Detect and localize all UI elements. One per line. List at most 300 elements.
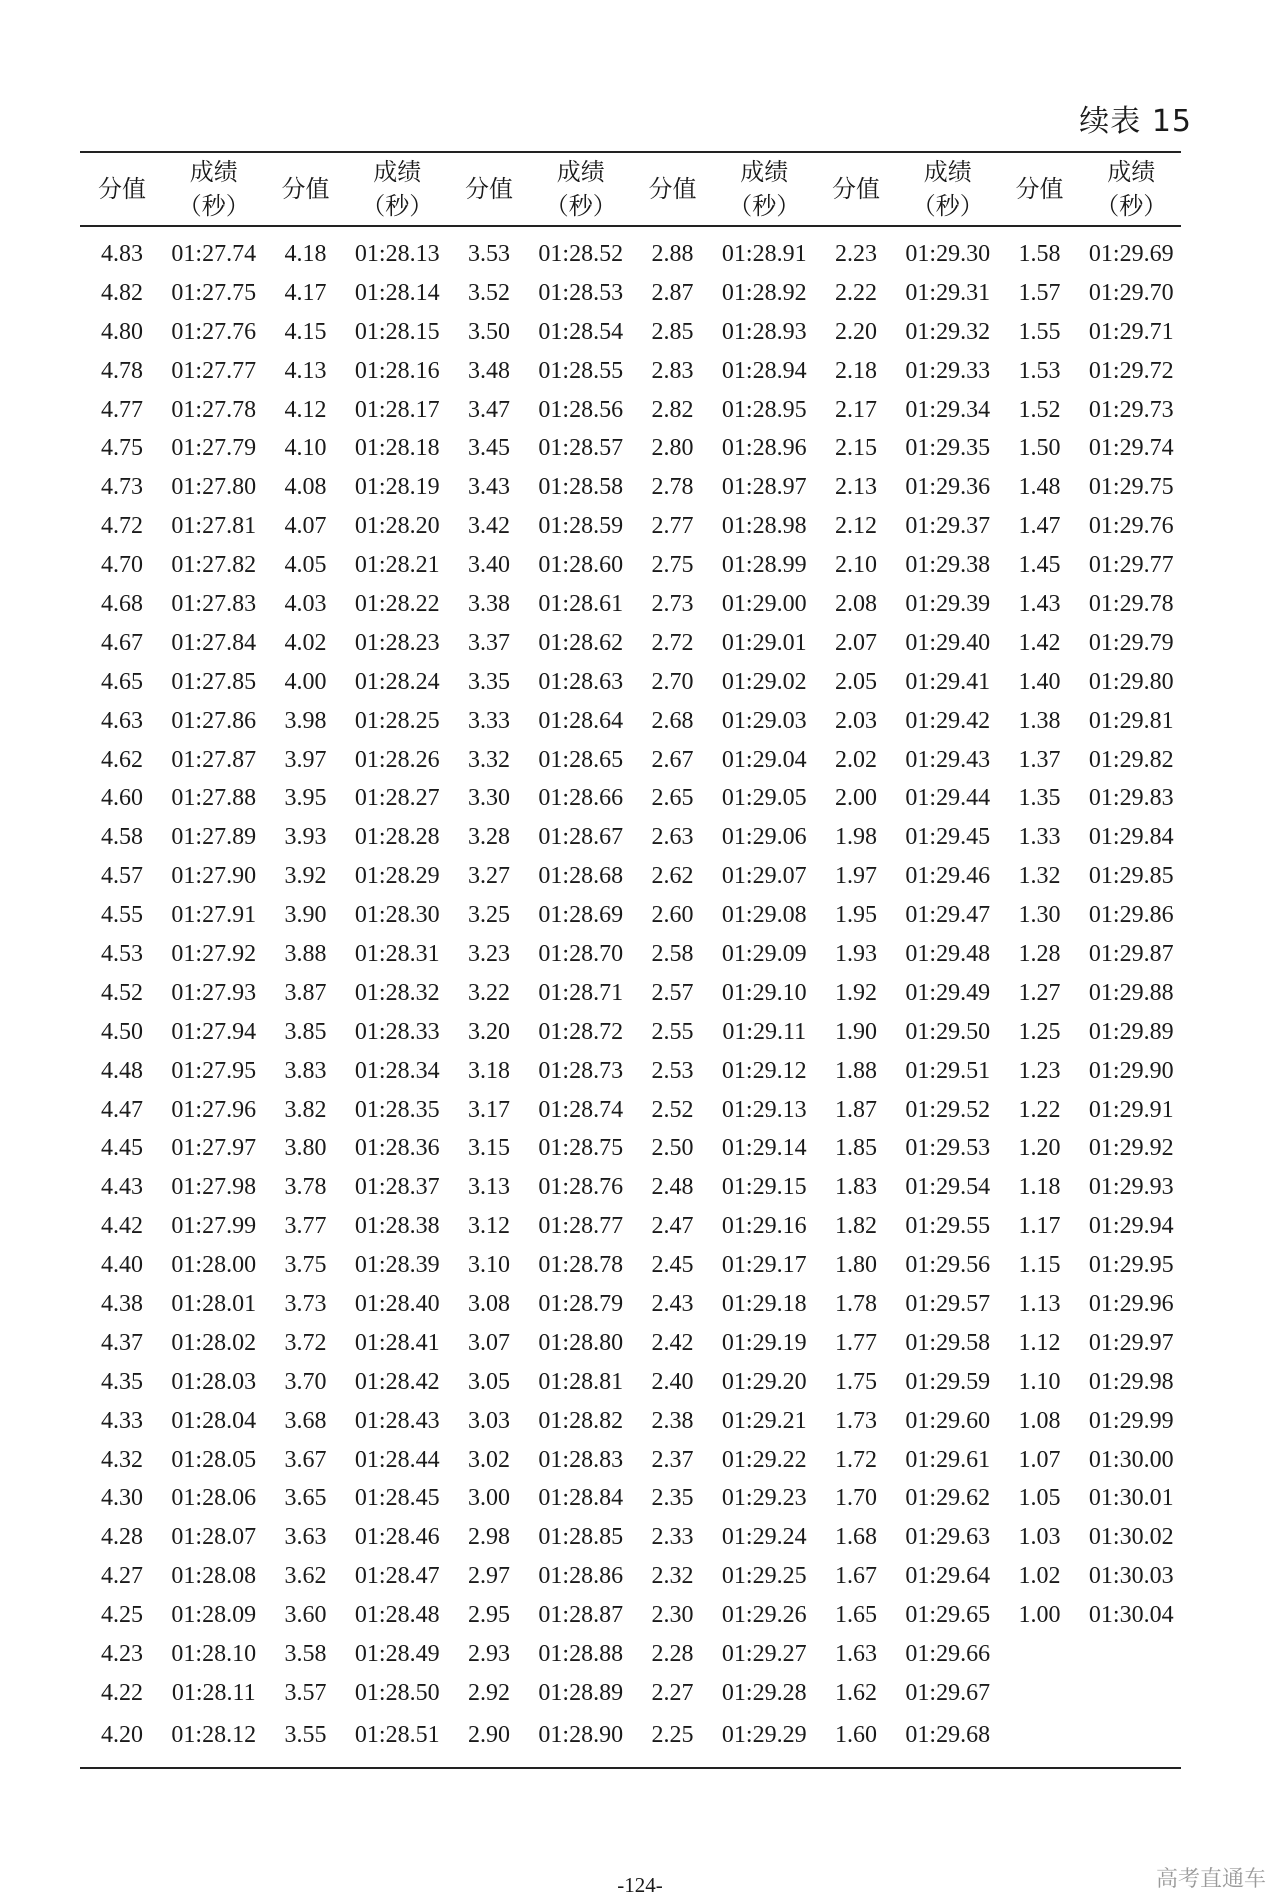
table-row: [80, 1518, 1181, 1557]
result-cell: 01:28.68: [538, 863, 624, 890]
result-cell: 01:29.55: [905, 1213, 991, 1240]
score-cell: 4.60: [101, 785, 143, 812]
score-cell: 1.97: [835, 863, 877, 890]
score-cell: 3.25: [468, 902, 510, 929]
result-cell: 01:29.59: [905, 1368, 991, 1395]
score-cell: 4.37: [101, 1329, 143, 1356]
result-cell: 01:28.04: [171, 1407, 257, 1434]
table-row: [80, 896, 1181, 935]
result-cell: 01:29.70: [1088, 279, 1174, 306]
result-cell: 01:28.11: [171, 1679, 256, 1706]
result-cell: 01:29.00: [721, 590, 807, 617]
result-cell: 01:28.66: [538, 785, 624, 812]
result-cell: 01:29.13: [721, 1096, 807, 1123]
result-cell: 01:29.62: [905, 1485, 991, 1512]
score-cell: 2.60: [651, 902, 694, 929]
table-row: [80, 391, 1181, 430]
table-row: [80, 624, 1181, 663]
result-cell: 01:28.54: [538, 318, 624, 345]
score-cell: 1.78: [835, 1290, 877, 1317]
header-result-line2: （秒）: [177, 192, 250, 220]
score-cell: 4.20: [101, 1722, 143, 1749]
score-cell: 4.05: [284, 552, 327, 579]
result-cell: 01:29.99: [1088, 1407, 1174, 1434]
score-cell: 1.80: [835, 1252, 877, 1279]
table-row: [80, 935, 1181, 974]
result-cell: 01:29.65: [905, 1602, 991, 1629]
result-cell: 01:28.43: [354, 1407, 440, 1434]
header-result: [348, 152, 448, 226]
result-cell: 01:28.79: [538, 1290, 624, 1317]
score-cell: 1.98: [835, 824, 877, 851]
score-cell: 4.32: [101, 1446, 143, 1473]
score-cell: 1.07: [1018, 1446, 1061, 1473]
score-cell: 4.52: [101, 979, 143, 1006]
result-cell: 01:29.46: [905, 863, 991, 890]
result-cell: 01:27.84: [171, 629, 257, 656]
result-cell: 01:28.28: [354, 824, 440, 851]
result-cell: 01:28.15: [354, 318, 440, 345]
header-score: 分值: [465, 175, 513, 203]
result-cell: 01:28.96: [721, 435, 807, 462]
score-cell: 3.97: [284, 746, 327, 773]
score-cell: 4.67: [101, 629, 143, 656]
score-cell: 1.68: [835, 1524, 877, 1551]
result-cell: 01:28.47: [354, 1563, 440, 1590]
result-cell: 01:28.29: [354, 863, 440, 890]
result-cell: 01:29.02: [721, 668, 807, 695]
score-cell: 3.60: [284, 1602, 327, 1629]
result-cell: 01:29.73: [1088, 396, 1174, 423]
score-cell: 2.33: [651, 1524, 694, 1551]
score-cell: 3.47: [468, 396, 510, 423]
table-row: [80, 1557, 1181, 1596]
result-cell: 01:28.86: [538, 1563, 624, 1590]
header-result-line2: （秒）: [1095, 192, 1168, 220]
score-cell: 2.40: [651, 1368, 694, 1395]
result-cell: 01:29.47: [905, 902, 991, 929]
result-cell: 01:28.73: [538, 1057, 624, 1084]
score-cell: 2.18: [835, 357, 877, 384]
score-cell: 3.90: [284, 902, 327, 929]
result-cell: 01:29.08: [721, 902, 807, 929]
score-cell: [998, 1713, 1082, 1768]
score-cell: 3.85: [284, 1018, 327, 1045]
score-cell: 4.17: [284, 279, 327, 306]
result-cell: 01:27.81: [171, 513, 257, 540]
result-cell: 01:29.49: [905, 979, 991, 1006]
result-cell: 01:29.72: [1088, 357, 1174, 384]
score-cell: 4.12: [284, 396, 327, 423]
header-score: 分值: [648, 175, 697, 203]
header-score: 分值: [281, 175, 330, 203]
result-cell: 01:28.50: [354, 1679, 440, 1706]
result-cell: 01:30.04: [1088, 1602, 1174, 1629]
score-cell: 3.72: [284, 1329, 327, 1356]
result-cell: 01:28.65: [538, 746, 624, 773]
score-cell: 1.15: [1018, 1252, 1061, 1279]
result-cell: 01:29.71: [1088, 318, 1174, 345]
result-cell: 01:28.26: [354, 746, 440, 773]
result-cell: 01:29.85: [1088, 863, 1174, 890]
score-cell: 2.37: [651, 1446, 694, 1473]
table-row: [80, 663, 1181, 702]
score-cell: 2.15: [835, 435, 877, 462]
score-cell: 1.32: [1018, 863, 1061, 890]
score-cell: 3.23: [468, 940, 510, 967]
result-cell: 01:29.12: [721, 1057, 807, 1084]
score-cell: 2.72: [651, 629, 694, 656]
result-cell: 01:28.22: [354, 590, 440, 617]
score-cell: 4.83: [101, 240, 143, 267]
result-cell: 01:28.75: [538, 1135, 624, 1162]
score-cell: 2.68: [651, 707, 694, 734]
result-cell: 01:28.00: [171, 1252, 257, 1279]
score-cell: 3.83: [284, 1057, 327, 1084]
score-cell: 3.53: [468, 240, 510, 267]
result-cell: 01:29.31: [905, 279, 991, 306]
result-cell: 01:28.05: [171, 1446, 257, 1473]
score-cell: 3.88: [284, 940, 327, 967]
table-row: [80, 1168, 1181, 1207]
score-cell: 4.10: [284, 435, 327, 462]
result-cell: 01:29.77: [1088, 552, 1174, 579]
result-cell: 01:29.44: [905, 785, 991, 812]
score-cell: 3.52: [468, 279, 510, 306]
score-cell: 3.37: [468, 629, 510, 656]
result-cell: 01:30.00: [1088, 1446, 1174, 1473]
result-cell: 01:29.88: [1088, 979, 1174, 1006]
result-cell: 01:28.40: [354, 1290, 440, 1317]
result-cell: 01:28.87: [538, 1602, 624, 1629]
score-cell: 3.12: [468, 1213, 510, 1240]
result-cell: 01:29.66: [905, 1641, 991, 1667]
result-cell: 01:29.27: [721, 1641, 807, 1667]
score-cell: 2.93: [468, 1641, 510, 1667]
result-cell: 01:29.91: [1088, 1096, 1174, 1123]
result-cell: 01:29.18: [721, 1290, 807, 1317]
score-cell: 1.02: [1018, 1563, 1061, 1590]
result-cell: 01:29.39: [905, 590, 991, 617]
result-cell: 01:27.82: [171, 552, 257, 579]
score-cell: 3.50: [468, 318, 510, 345]
result-cell: 01:29.48: [905, 940, 991, 967]
score-cell: 3.17: [468, 1096, 510, 1123]
score-cell: 4.82: [101, 279, 143, 306]
result-cell: 01:29.78: [1088, 590, 1174, 617]
table-row: [80, 429, 1181, 468]
result-cell: 01:27.99: [171, 1213, 257, 1240]
table-row: [80, 1285, 1181, 1324]
score-cell: 4.15: [284, 318, 327, 345]
table-row: [80, 313, 1181, 352]
score-cell: 2.35: [651, 1485, 694, 1512]
score-cell: 2.12: [835, 513, 877, 540]
result-cell: 01:28.70: [538, 940, 624, 967]
result-cell: 01:28.31: [354, 940, 440, 967]
score-cell: 2.52: [651, 1096, 694, 1123]
score-cell: 2.23: [835, 240, 877, 267]
score-cell: 4.68: [101, 590, 143, 617]
score-cell: 1.27: [1018, 979, 1061, 1006]
result-cell: 01:29.79: [1088, 629, 1174, 656]
score-cell: 3.33: [468, 707, 510, 734]
result-cell: 01:29.29: [721, 1722, 807, 1749]
score-cell: 4.23: [101, 1641, 143, 1667]
result-cell: 01:28.82: [538, 1407, 624, 1434]
result-cell: 01:28.91: [721, 240, 807, 267]
result-cell: 01:29.86: [1088, 902, 1174, 929]
table-row: [80, 352, 1181, 391]
score-cell: 1.52: [1018, 396, 1061, 423]
result-cell: 01:28.18: [354, 435, 440, 462]
score-cell: 1.53: [1018, 357, 1061, 384]
score-cell: 1.95: [835, 902, 877, 929]
result-cell: 01:28.57: [538, 435, 624, 462]
score-cell: 3.27: [468, 863, 510, 890]
score-cell: 3.65: [284, 1485, 327, 1512]
score-cell: 2.30: [651, 1602, 694, 1629]
result-cell: 01:28.24: [354, 668, 440, 695]
result-cell: 01:28.99: [721, 552, 807, 579]
score-cell: 3.78: [284, 1174, 327, 1201]
score-cell: 3.13: [468, 1174, 510, 1201]
table-row: [80, 1363, 1181, 1402]
score-cell: 3.03: [468, 1407, 510, 1434]
score-cell: 1.72: [835, 1446, 877, 1473]
result-cell: 01:28.02: [171, 1329, 257, 1356]
table-row: [80, 702, 1181, 741]
score-cell: 4.80: [101, 318, 143, 345]
score-cell: 1.08: [1018, 1407, 1061, 1434]
score-table: [80, 151, 1181, 1769]
result-cell: 01:28.93: [721, 318, 807, 345]
score-cell: 1.18: [1018, 1174, 1061, 1201]
score-cell: 1.03: [1018, 1524, 1061, 1551]
table-row: [80, 741, 1181, 780]
result-cell: 01:29.45: [905, 824, 991, 851]
result-cell: 01:29.41: [905, 668, 991, 695]
result-cell: 01:28.20: [354, 513, 440, 540]
score-cell: 2.65: [651, 785, 694, 812]
score-cell: 4.73: [101, 474, 143, 501]
score-cell: 4.72: [101, 513, 143, 540]
watermark: 高考直通车: [1155, 1867, 1266, 1892]
result-cell: 01:29.82: [1088, 746, 1174, 773]
result-cell: 01:29.80: [1088, 668, 1174, 695]
result-cell: 01:27.87: [171, 746, 257, 773]
result-cell: 01:28.12: [171, 1722, 257, 1749]
score-cell: 1.42: [1018, 629, 1061, 656]
result-cell: 01:29.53: [905, 1135, 991, 1162]
score-cell: 2.98: [468, 1524, 510, 1551]
score-cell: 4.45: [101, 1135, 143, 1162]
result-cell: 01:28.58: [538, 474, 624, 501]
score-cell: 2.70: [651, 668, 694, 695]
score-cell: 3.98: [284, 707, 327, 734]
result-cell: 01:28.07: [171, 1524, 257, 1551]
score-cell: 1.20: [1018, 1135, 1061, 1162]
result-cell: 01:29.90: [1088, 1057, 1174, 1084]
score-cell: 3.75: [284, 1252, 327, 1279]
result-cell: 01:28.60: [538, 552, 624, 579]
result-cell: 01:29.56: [905, 1252, 991, 1279]
result-cell: 01:29.11: [722, 1018, 807, 1045]
score-cell: 3.42: [468, 513, 510, 540]
score-cell: 2.97: [468, 1563, 510, 1590]
score-cell: 4.40: [101, 1252, 143, 1279]
result-cell: 01:28.92: [721, 279, 807, 306]
score-cell: 1.65: [835, 1602, 877, 1629]
score-cell: 4.22: [101, 1679, 143, 1706]
score-cell: 1.77: [835, 1329, 877, 1356]
table-row: [80, 507, 1181, 546]
score-cell: 3.63: [284, 1524, 327, 1551]
score-cell: 1.17: [1018, 1213, 1061, 1240]
result-cell: 01:28.13: [354, 240, 440, 267]
result-cell: 01:28.61: [538, 590, 624, 617]
table-row: [80, 585, 1181, 624]
result-cell: 01:28.98: [721, 513, 807, 540]
result-cell: 01:28.21: [354, 552, 440, 579]
score-cell: 1.82: [835, 1213, 877, 1240]
result-cell: 01:30.01: [1088, 1485, 1174, 1512]
score-cell: 3.22: [468, 979, 510, 1006]
result-cell: 01:28.81: [538, 1368, 624, 1395]
score-cell: 4.50: [101, 1018, 143, 1045]
score-cell: 3.48: [468, 357, 510, 384]
score-cell: 1.83: [835, 1174, 877, 1201]
result-cell: 01:28.37: [354, 1174, 440, 1201]
result-cell: 01:29.42: [905, 707, 991, 734]
result-cell: 01:28.85: [538, 1524, 624, 1551]
score-cell: 1.10: [1018, 1368, 1061, 1395]
result-cell: 01:28.72: [538, 1018, 624, 1045]
score-cell: 4.03: [284, 590, 327, 617]
header-score: 分值: [832, 175, 880, 203]
result-cell: 01:29.97: [1088, 1329, 1174, 1356]
result-cell: 01:27.93: [171, 979, 257, 1006]
score-cell: 4.55: [101, 902, 143, 929]
score-cell: 3.93: [284, 824, 327, 851]
score-cell: 2.85: [651, 318, 694, 345]
score-cell: 4.77: [101, 396, 143, 423]
result-cell: 01:29.76: [1088, 513, 1174, 540]
result-cell: 01:27.80: [171, 474, 257, 501]
result-cell: 01:28.97: [721, 474, 807, 501]
score-cell: 3.20: [468, 1018, 510, 1045]
result-cell: 01:29.63: [905, 1524, 991, 1551]
score-cell: 2.03: [835, 707, 877, 734]
score-cell: 2.58: [651, 940, 694, 967]
result-cell: 01:27.85: [171, 668, 257, 695]
result-cell: 01:28.84: [538, 1485, 624, 1512]
result-cell: 01:28.30: [354, 902, 440, 929]
score-cell: 4.65: [101, 668, 143, 695]
result-cell: 01:29.04: [721, 746, 807, 773]
result-cell: 01:27.94: [171, 1018, 257, 1045]
result-cell: 01:28.45: [354, 1485, 440, 1512]
score-cell: 1.55: [1018, 318, 1061, 345]
score-cell: 2.13: [835, 474, 877, 501]
score-cell: 4.27: [101, 1563, 143, 1590]
score-cell: 2.00: [835, 785, 877, 812]
score-cell: 2.55: [651, 1018, 694, 1045]
header-result-line2: （秒）: [361, 192, 434, 220]
table-row: [80, 1596, 1181, 1635]
result-cell: 01:29.57: [905, 1290, 991, 1317]
result-cell: 01:28.14: [354, 279, 440, 306]
result-cell: [1082, 1635, 1182, 1674]
score-cell: 1.58: [1018, 240, 1061, 267]
result-cell: 01:28.56: [538, 396, 624, 423]
result-cell: 01:28.48: [354, 1602, 440, 1629]
result-cell: 01:29.17: [721, 1252, 807, 1279]
result-cell: 01:29.83: [1088, 785, 1174, 812]
score-cell: 4.08: [284, 474, 327, 501]
header-result: [715, 152, 815, 226]
score-cell: 2.42: [651, 1329, 694, 1356]
score-cell: 2.43: [651, 1290, 694, 1317]
result-cell: 01:27.78: [171, 396, 257, 423]
score-cell: 2.53: [651, 1057, 694, 1084]
score-cell: 1.33: [1018, 824, 1061, 851]
result-cell: 01:28.33: [354, 1018, 440, 1045]
result-cell: 01:29.40: [905, 629, 991, 656]
score-cell: 3.82: [284, 1096, 327, 1123]
result-cell: 01:28.10: [171, 1641, 257, 1667]
score-cell: 3.95: [284, 785, 327, 812]
result-cell: 01:29.15: [721, 1174, 807, 1201]
score-cell: 3.68: [284, 1407, 327, 1434]
score-cell: 2.27: [651, 1679, 694, 1706]
score-cell: 4.62: [101, 746, 143, 773]
score-cell: 4.38: [101, 1290, 143, 1317]
score-cell: 1.93: [835, 940, 877, 967]
score-cell: 1.30: [1018, 902, 1061, 929]
result-cell: 01:28.78: [538, 1252, 624, 1279]
score-cell: 2.77: [651, 513, 694, 540]
result-cell: 01:29.06: [721, 824, 807, 851]
result-cell: 01:28.38: [354, 1213, 440, 1240]
result-cell: 01:29.10: [721, 979, 807, 1006]
result-cell: 01:28.51: [354, 1722, 440, 1749]
result-cell: 01:29.03: [721, 707, 807, 734]
score-cell: 1.12: [1018, 1329, 1061, 1356]
result-cell: 01:29.35: [905, 435, 991, 462]
result-cell: 01:29.16: [721, 1213, 807, 1240]
table-row: [80, 1635, 1181, 1674]
result-cell: 01:29.69: [1088, 240, 1174, 267]
header-result: [164, 152, 264, 226]
score-cell: 2.67: [651, 746, 694, 773]
score-cell: 1.40: [1018, 668, 1061, 695]
score-cell: 2.20: [835, 318, 877, 345]
score-cell: 4.07: [284, 513, 327, 540]
score-cell: 1.63: [835, 1641, 877, 1667]
score-cell: 3.10: [468, 1252, 510, 1279]
score-cell: 2.95: [468, 1602, 510, 1629]
score-cell: 1.48: [1018, 474, 1061, 501]
result-cell: 01:29.68: [905, 1722, 991, 1749]
result-cell: 01:28.89: [538, 1679, 624, 1706]
score-cell: 3.67: [284, 1446, 327, 1473]
score-cell: 2.50: [651, 1135, 694, 1162]
result-cell: 01:28.32: [354, 979, 440, 1006]
score-cell: 4.02: [284, 629, 327, 656]
result-cell: 01:28.16: [354, 357, 440, 384]
result-cell: 01:29.09: [721, 940, 807, 967]
